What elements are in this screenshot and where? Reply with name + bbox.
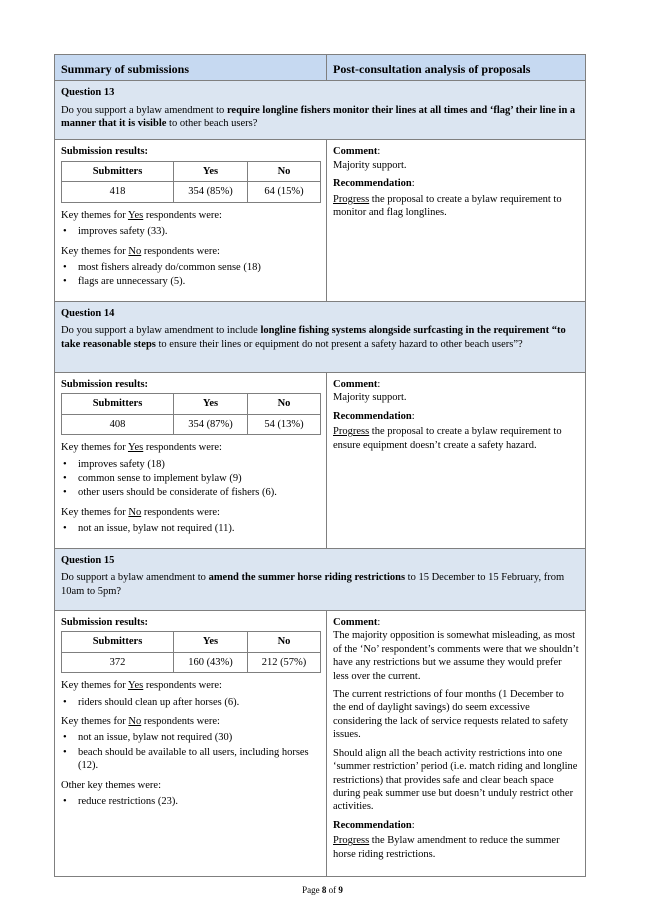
results-table (61, 393, 321, 435)
results-header-yes: Yes (174, 394, 248, 414)
results-yes: 354 (87%) (174, 414, 248, 434)
analysis-cell (327, 140, 586, 302)
question-15-body (55, 610, 586, 876)
submission-results-label: Submission results: (61, 378, 149, 390)
list-item: • flags are unnecessary (5). (61, 275, 320, 288)
list-item: • common sense to implement bylaw (9) (61, 472, 320, 485)
submission-results-label: Submission results: (61, 146, 149, 158)
label-no-word: No (128, 506, 142, 518)
comment-text: The majority opposition is somewhat misleading, as most of the ‘No’ respondent’s comments were that we shouldn’t have any restrictions but we assume they would prefer less over the current. (333, 630, 579, 682)
question-13-body (55, 140, 586, 302)
results-table (61, 631, 321, 673)
question-title: Question 13 (61, 87, 115, 99)
question-14-body (55, 372, 586, 548)
question-15-row (55, 548, 586, 610)
recommendation-body: the Bylaw amendment to reduce the summer horse riding restrictions. (333, 835, 560, 860)
yes-themes-list (61, 225, 320, 238)
submission-summary-cell (55, 610, 327, 876)
question-text-part: to ensure their lines or equipment do not present a safety hazard to other beach users”? (155, 338, 523, 350)
comment-text: The current restrictions of four months (1 December to the end of daylight savings) do seem excessive considering the lack of service requests related to safety issues. (333, 688, 568, 741)
list-item: • improves safety (18) (61, 458, 320, 471)
recommendation-progress: Progress (333, 193, 370, 205)
no-themes-list (61, 522, 320, 535)
question-text-part: Do you support a bylaw amendment to include (61, 325, 261, 337)
label-part: respondents were: (141, 245, 220, 257)
results-header-no: No (248, 632, 321, 652)
recommendation-body: the proposal to create a bylaw requirement to ensure equipment doesn’t create a safety hazard. (333, 426, 562, 451)
question-title: Question 15 (61, 554, 115, 566)
table-header-row (55, 55, 586, 81)
results-no: 54 (13%) (248, 414, 321, 434)
submission-results-label: Submission results: (61, 616, 149, 628)
results-header-submitters: Submitters (62, 632, 174, 652)
recommendation-label: Recommendation: (333, 410, 415, 422)
label-yes-word: Yes (127, 680, 144, 692)
analysis-cell (327, 372, 586, 548)
recommendation-progress: Progress (333, 835, 370, 847)
label-part: Key themes for (61, 506, 129, 518)
question-14-row (55, 301, 586, 372)
comment-label: Comment: (333, 616, 381, 628)
label-part: respondents were: (141, 715, 220, 727)
results-no: 212 (57%) (248, 652, 321, 672)
label-no-word: No (128, 245, 142, 257)
other-themes-label: Other key themes were: (61, 779, 162, 791)
recommendation-progress: Progress (333, 426, 370, 438)
results-submitters: 372 (62, 652, 174, 672)
comment-label: Comment: (333, 378, 381, 390)
analysis-cell (327, 610, 586, 876)
yes-themes-list (61, 458, 320, 500)
submissions-table (54, 54, 586, 877)
question-text-bold: amend the summer horse riding restrictions (208, 572, 406, 584)
question-13-row (55, 81, 586, 140)
question-text-part: to other beach users? (166, 118, 258, 130)
label-yes-word: Yes (127, 209, 144, 221)
results-header-yes: Yes (174, 632, 248, 652)
comment-label: Comment: (333, 146, 381, 158)
header-analysis: Post-consultation analysis of proposals (327, 55, 586, 81)
label-part: Key themes for (61, 715, 129, 727)
results-submitters: 418 (62, 182, 174, 202)
results-header-submitters: Submitters (62, 394, 174, 414)
page-footer (0, 885, 645, 897)
label-part: respondents were: (143, 442, 222, 454)
recommendation-label: Recommendation: (333, 819, 415, 831)
results-header-no: No (248, 394, 321, 414)
results-header-submitters: Submitters (62, 161, 174, 181)
no-themes-list (61, 731, 320, 772)
list-item: • improves safety (33). (61, 225, 320, 238)
label-part: respondents were: (143, 680, 222, 692)
label-part: Key themes for (61, 209, 128, 221)
recommendation-text (333, 834, 579, 861)
list-item: • riders should clean up after horses (6). (61, 696, 320, 709)
question-text (61, 104, 579, 131)
submission-summary-cell (55, 140, 327, 302)
recommendation-label: Recommendation: (333, 178, 415, 190)
yes-themes-list (61, 696, 320, 709)
recommendation-text (333, 193, 579, 220)
results-no: 64 (15%) (248, 182, 321, 202)
comment-text: Should align all the beach activity restrictions into one ‘summer restriction’ period (i.e. match riding and longline restrictions) that provides safe and clear beach space during peak summer use but doesn’t unduly restrict other activities. (333, 747, 578, 813)
results-header-no: No (248, 161, 321, 181)
label-part: Key themes for (61, 442, 128, 454)
comment-text: Majority support. (333, 392, 407, 404)
list-item: • beach should be available to all users, including horses (12). (61, 746, 320, 773)
label-part: respondents were: (143, 209, 222, 221)
question-text-part: Do support a bylaw amendment to (61, 572, 209, 584)
question-title: Question 14 (61, 307, 115, 319)
recommendation-text (333, 425, 579, 452)
label-yes-word: Yes (127, 442, 144, 454)
list-item: • most fishers already do/common sense (18) (61, 261, 320, 274)
list-item: • not an issue, bylaw not required (30) (61, 731, 320, 744)
yes-themes-label (61, 679, 320, 692)
other-themes-list (61, 795, 320, 808)
results-yes: 160 (43%) (174, 652, 248, 672)
footer-middle: of (326, 885, 339, 895)
question-text-bold: longline fishing systems alongside surfcasting in the requirement “to take reasonable steps (61, 325, 566, 350)
footer-page-number: 8 (321, 885, 327, 895)
label-no-word: No (128, 715, 142, 727)
question-text (61, 571, 579, 598)
question-text-bold: require longline fishers monitor their lines at all times and ‘flag’ their line in a manner that it is visible (61, 104, 576, 130)
yes-themes-label (61, 209, 320, 222)
question-text-part: Do you support a bylaw amendment to (61, 104, 227, 116)
submission-summary-cell (55, 372, 327, 548)
no-themes-label (61, 506, 320, 519)
results-submitters: 408 (62, 414, 174, 434)
list-item: • not an issue, bylaw not required (11). (61, 522, 320, 535)
list-item: • reduce restrictions (23). (61, 795, 320, 808)
comment-text: Majority support. (333, 159, 407, 171)
results-table (61, 161, 321, 203)
header-summary: Summary of submissions (55, 55, 327, 81)
footer-total-pages: 9 (338, 885, 343, 895)
recommendation-body: the proposal to create a bylaw requirement to monitor and flag longlines. (333, 193, 562, 219)
no-themes-label (61, 715, 320, 728)
no-themes-list (61, 261, 320, 289)
label-part: Key themes for (61, 245, 129, 257)
results-yes: 354 (85%) (174, 182, 248, 202)
question-text-part: to 15 December to 15 February, from 10am to 5pm? (61, 572, 565, 597)
list-item: • other users should be considerate of fishers (6). (61, 486, 320, 499)
label-part: Key themes for (61, 680, 128, 692)
footer-prefix: Page (302, 885, 322, 895)
yes-themes-label (61, 441, 320, 454)
no-themes-label (61, 245, 320, 258)
results-header-yes: Yes (174, 161, 248, 181)
label-part: respondents were: (141, 506, 220, 518)
question-text (61, 324, 579, 351)
